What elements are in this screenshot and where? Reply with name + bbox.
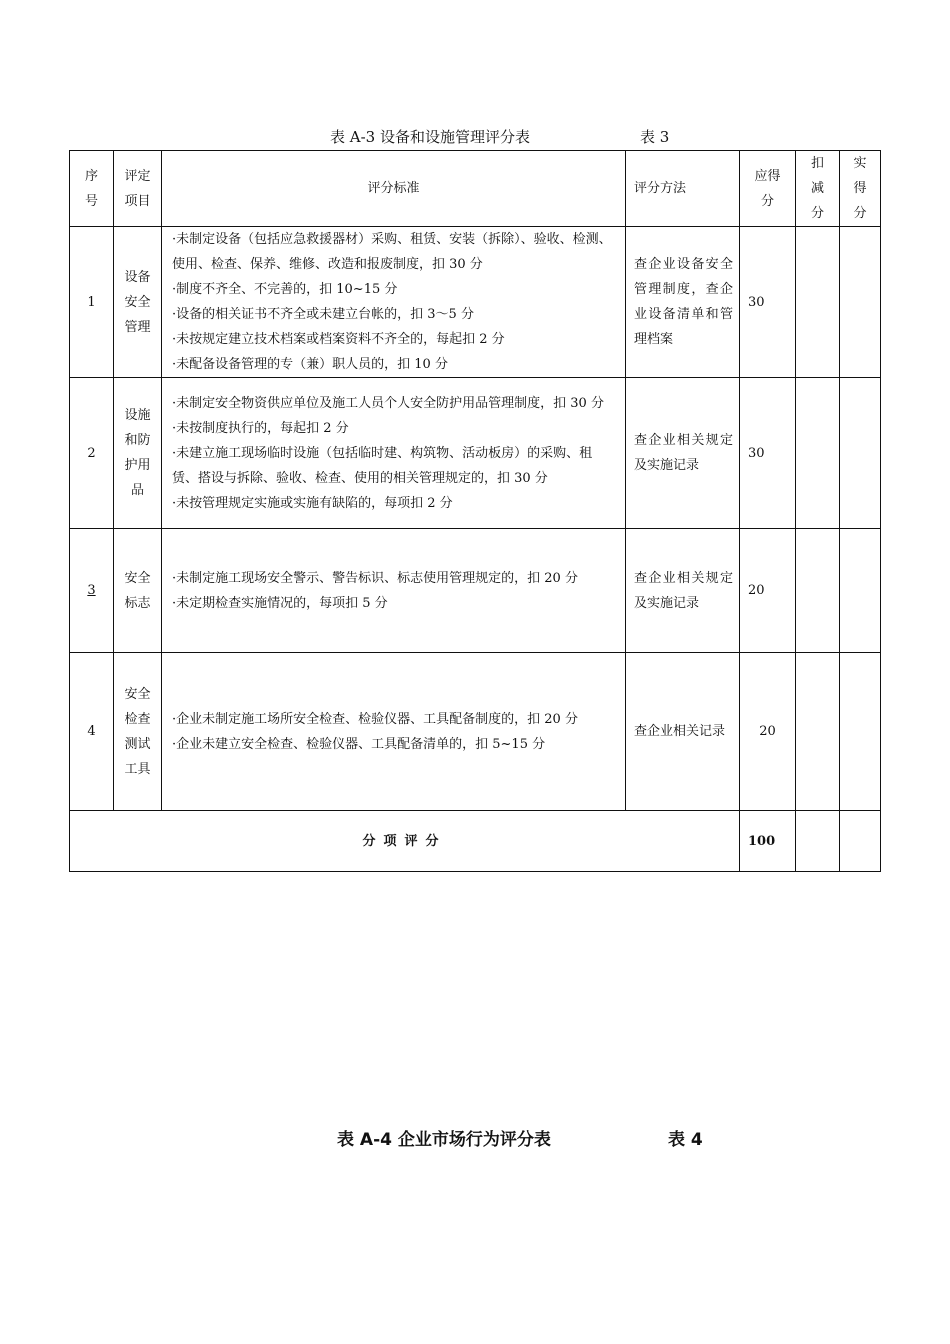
table-a3-number: 表 3 [640, 128, 670, 146]
row-item: 设施 和防 护用 品 [114, 378, 162, 529]
row-method: 查企业相关记录 [626, 653, 740, 811]
row-standard: ·未制定安全物资供应单位及施工人员个人安全防护用品管理制度，扣 30 分 ·未按制度执行的，每起扣 2 分 ·未建立施工现场临时设施（包括临时建、构筑物、活动板房）的采购、租赁、搭设与拆除、验收、检查、使用的相关管理规定的，扣 30 分 ·未按管理规定实施或实施有缺陷的，每项扣 2 分 [162, 378, 626, 529]
table-a3-title: 表 A-3 设备和设施管理评分表 [330, 128, 530, 146]
row-should-score: 30 [740, 378, 796, 529]
row-actual-score [840, 653, 881, 811]
row-actual-score [840, 529, 881, 653]
row-no: 1 [70, 227, 114, 378]
total-should-score: 100 [740, 811, 796, 872]
row-no: 4 [70, 653, 114, 811]
header-should: 应得 分 [740, 151, 796, 227]
row-should-score: 20 [740, 529, 796, 653]
row-standard: ·企业未制定施工场所安全检查、检验仪器、工具配备制度的，扣 20 分 ·企业未建立安全检查、检验仪器、工具配备清单的，扣 5~15 分 [162, 653, 626, 811]
header-standard: 评分标准 [162, 151, 626, 227]
table-a3-caption [0, 126, 950, 148]
row-deduct-score [796, 378, 840, 529]
table-row [70, 529, 881, 653]
row-item: 安全 检查 测试 工具 [114, 653, 162, 811]
table-row [70, 378, 881, 529]
table-row [70, 227, 881, 378]
row-deduct-score [796, 227, 840, 378]
row-should-score: 20 [740, 653, 796, 811]
header-no: 序 号 [70, 151, 114, 227]
row-deduct-score [796, 653, 840, 811]
total-row [70, 811, 881, 872]
row-item: 设备 安全 管理 [114, 227, 162, 378]
header-deduct: 扣 减 分 [796, 151, 840, 227]
row-item: 安全 标志 [114, 529, 162, 653]
row-no: 2 [70, 378, 114, 529]
row-method: 查企业设备安全管理制度，查企业设备清单和管理档案 [626, 227, 740, 378]
header-row [70, 151, 881, 227]
row-no: 3 [70, 529, 114, 653]
row-deduct-score [796, 529, 840, 653]
total-actual-score [840, 811, 881, 872]
row-should-score: 30 [740, 227, 796, 378]
scoring-table-a3 [69, 150, 881, 872]
header-item: 评定 项目 [114, 151, 162, 227]
total-deduct-score [796, 811, 840, 872]
table-a4-caption [0, 1125, 950, 1149]
header-actual: 实 得 分 [840, 151, 881, 227]
total-label: 分项评分 [70, 811, 740, 872]
row-actual-score [840, 227, 881, 378]
row-standard: ·未制定设备（包括应急救援器材）采购、租赁、安装（拆除）、验收、检测、使用、检查、保养、维修、改造和报废制度，扣 30 分 ·制度不齐全、不完善的，扣 10~15 分 ·设备的相关证书不齐全或未建立台帐的，扣 3～5 分 ·未按规定建立技术档案或档案资料不齐全的，每起扣 2 分 ·未配备设备管理的专（兼）职人员的，扣 10 分 [162, 227, 626, 378]
table-a4-title: 表 A-4 企业市场行为评分表 [337, 1130, 551, 1150]
row-method: 查企业相关规定及实施记录 [626, 529, 740, 653]
row-standard: ·未制定施工现场安全警示、警告标识、标志使用管理规定的，扣 20 分 ·未定期检查实施情况的，每项扣 5 分 [162, 529, 626, 653]
table-row [70, 653, 881, 811]
row-actual-score [840, 378, 881, 529]
row-method: 查企业相关规定及实施记录 [626, 378, 740, 529]
header-method: 评分方法 [626, 151, 740, 227]
table-a4-number: 表 4 [668, 1130, 703, 1150]
